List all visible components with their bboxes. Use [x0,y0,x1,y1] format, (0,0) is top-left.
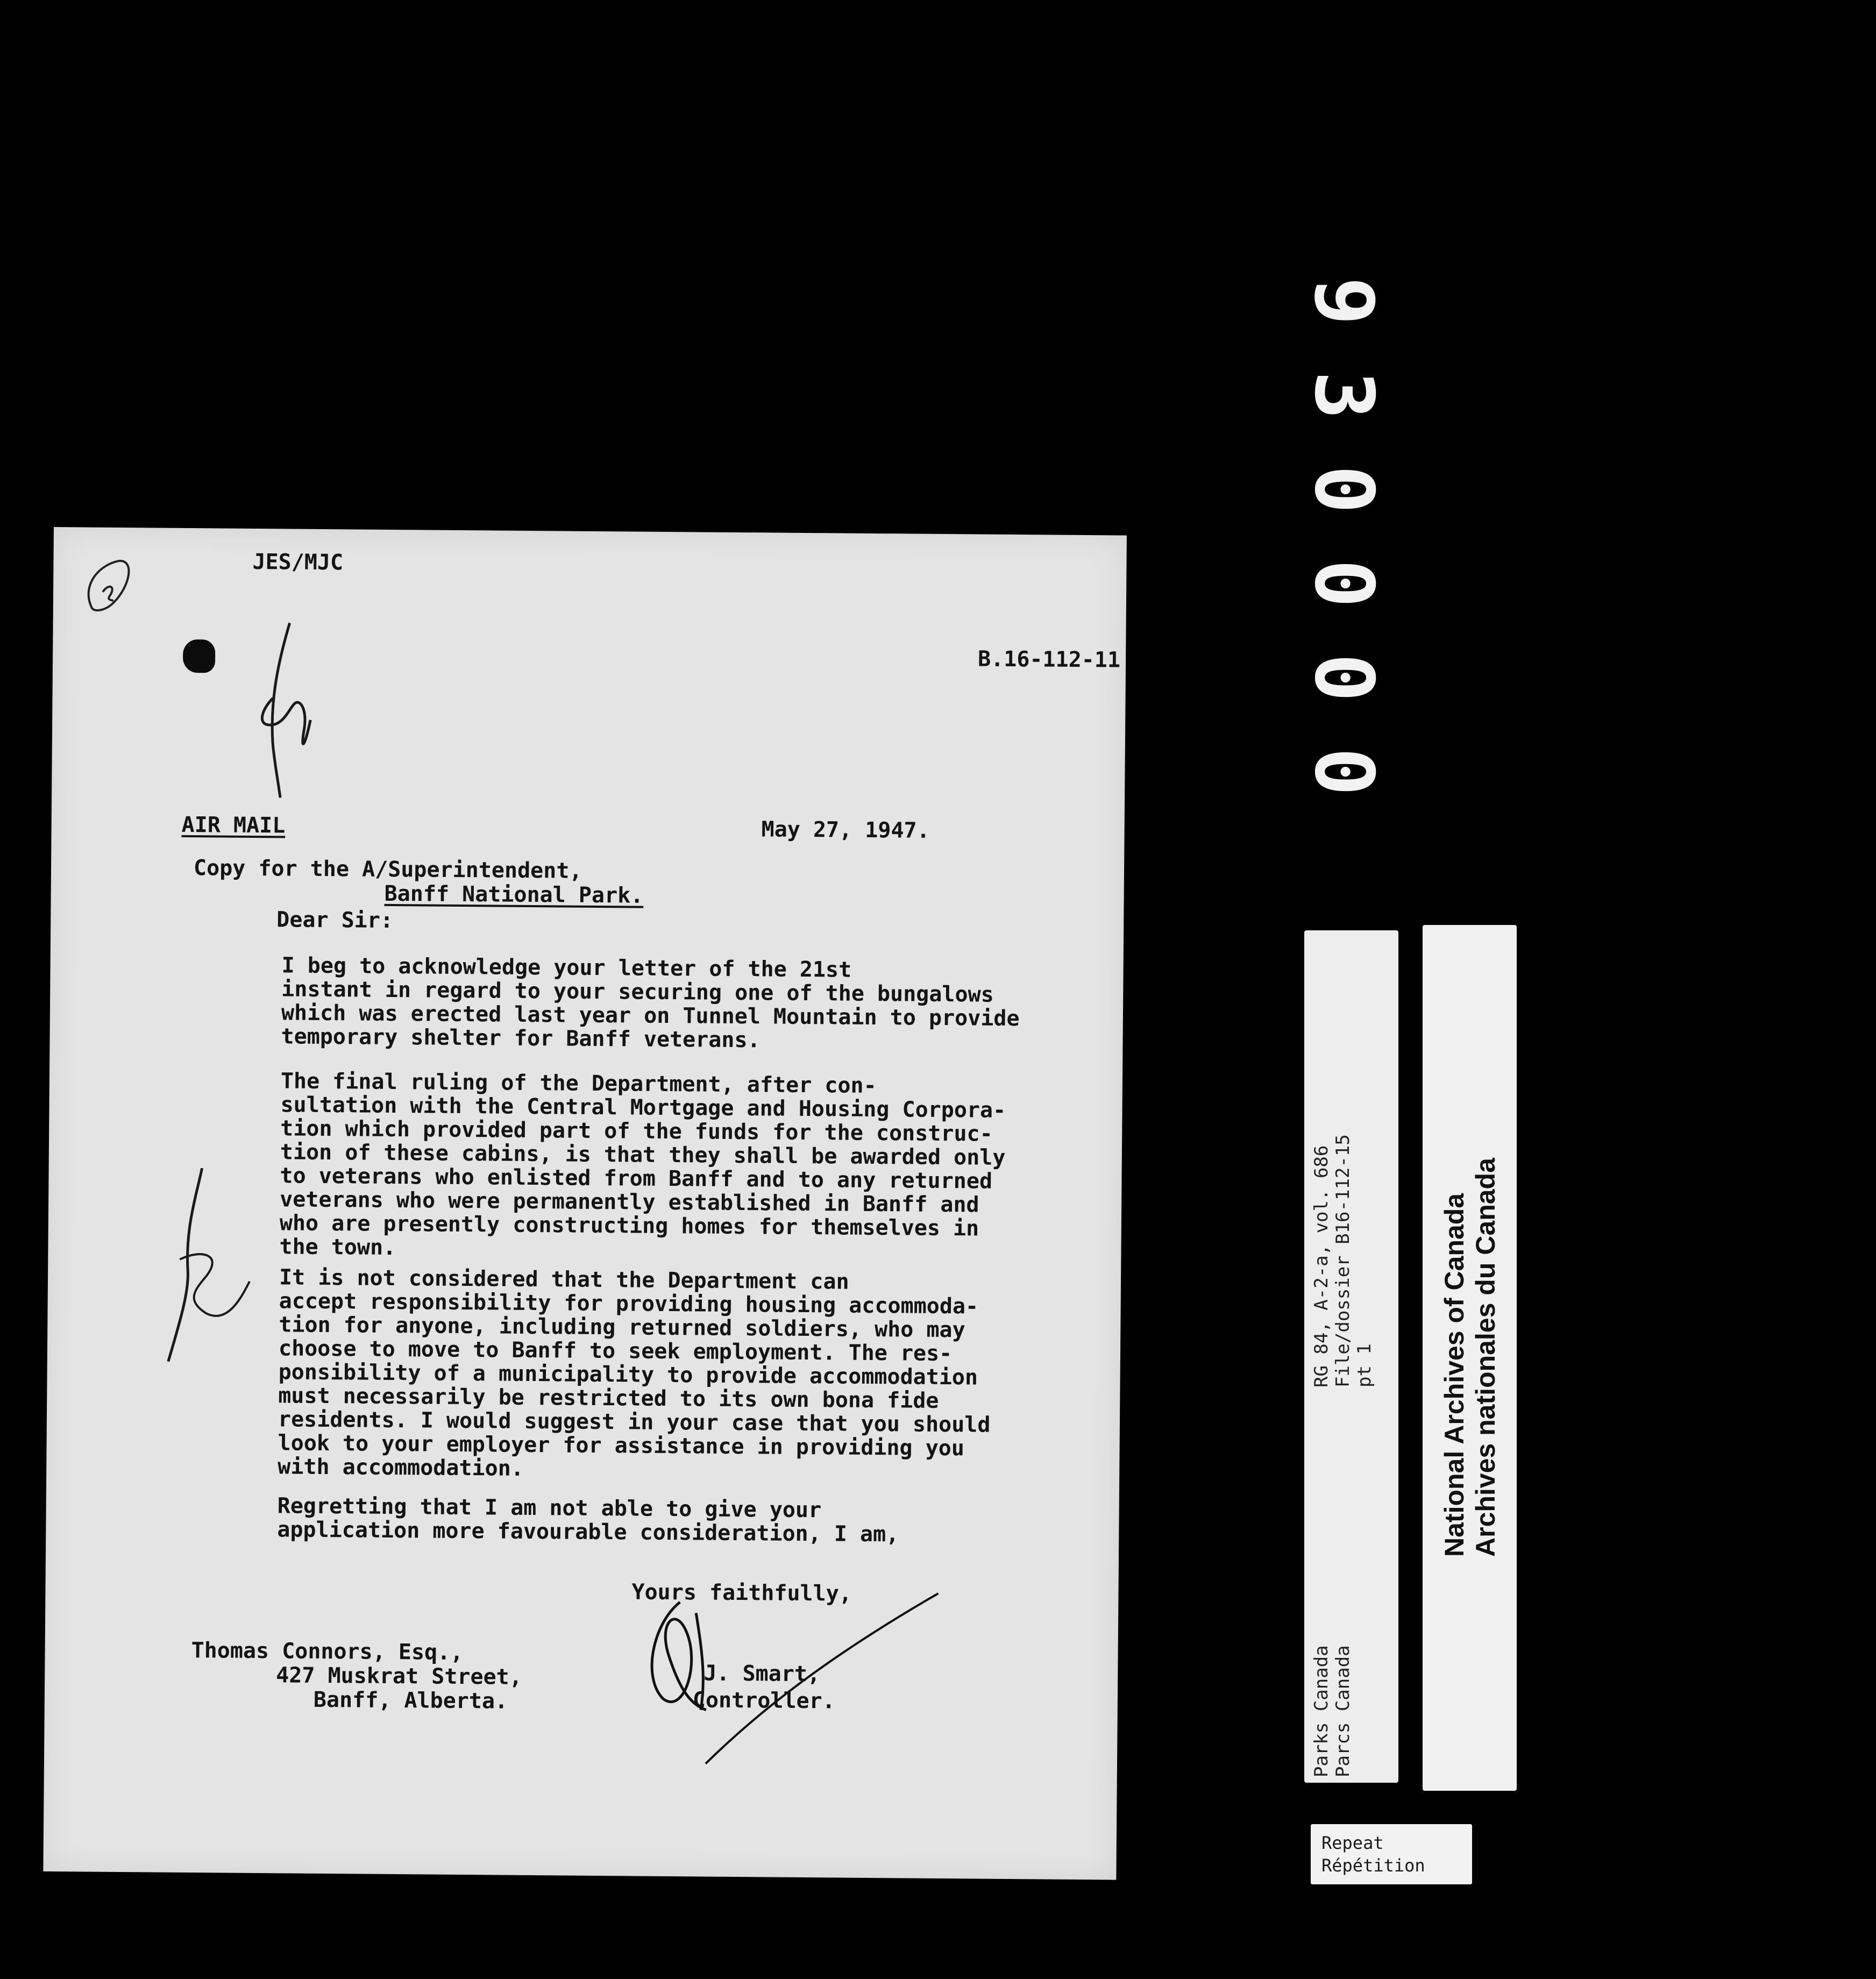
frame-digit-5: 0 [1297,653,1390,702]
paragraph-1: I beg to acknowledge your letter of the 21st instant in regard to your securing one of the bungalows which was erected last year on Tunnel Mountain to provide temporary shelter for Banff veterans. [281,953,1020,1053]
copy-recipient: Copy for the A/Superintendent, [193,856,582,884]
ink-blot [183,639,215,673]
archive-reference-label [1304,930,1398,1783]
frame-counter [1297,43,1428,796]
file-reference: B.16-112-11 [977,646,1121,673]
handwritten-initial-top [240,617,338,801]
addressee-street: 427 Muskrat Street, [276,1663,522,1690]
addressee-city: Banff, Alberta. [313,1687,508,1714]
copy-recipient-park: Banff National Park. [384,881,644,908]
reference-line-3: pt 1 [1354,1343,1375,1387]
folio-stamp-icon [76,554,141,619]
frame-digit-2: 3 [1297,371,1390,420]
paragraph-3: It is not considered that the Department can accept responsibility for providing housing accommoda- tion for anyone, including returned soldiers, who may choose to move to Banff to seek employment. The res- ponsibility of a municipality to provide accommodation must necessarily be restricted to its own bona fide residents. I would suggest in your case that you should look to your employer for assistance in providing you with accommodation. [278,1265,991,1481]
salutation: Dear Sir: [276,907,394,933]
signer-name: J. Smart, [704,1661,821,1687]
handwritten-initial-margin [147,1162,256,1368]
repeat-label-fr: Répétition [1321,1855,1425,1876]
repeat-label-en: Repeat [1321,1833,1384,1853]
signer-title: Controller. [692,1688,835,1714]
frame-digit-1: 9 [1297,276,1390,326]
paragraph-4: Regretting that I am not able to give your application more favourable consideration, I am, [277,1493,899,1547]
frame-digit-6: 0 [1297,747,1390,796]
addressee-name: Thomas Connors, Esq., [191,1638,464,1665]
institution-line-2: Archives nationales du Canada [1470,1158,1501,1557]
reference-line-1: RG 84, A-2-a, vol. 686 [1311,1145,1332,1387]
repeat-label [1311,1824,1472,1884]
typist-initials: JES/MJC [252,549,344,575]
delivery-method: AIR MAIL [181,812,286,838]
frame-digit-4: 0 [1297,559,1390,608]
signature [620,1580,955,1776]
agency-line-1: Parks Canada [1311,1645,1332,1777]
paragraph-2: The final ruling of the Department, after con- sultation with the Central Mortgage and Housing Corpora- tion which provided part of the funds for the construc- tion of these cabins, is that they shall be awarded only to veterans who enlisted from Banff and to any returned veterans who were permanently established in Banff and who are presently constructing homes for themselves in the town. [279,1069,1006,1261]
institution-line-1: National Archives of Canada [1439,1193,1469,1557]
frame-digit-3: 0 [1297,465,1390,514]
letter-page [43,527,1127,1880]
letter-date: May 27, 1947. [761,817,930,843]
closing: Yours faithfully, [631,1579,852,1606]
institution-label [1423,925,1517,1791]
agency-line-2: Parcs Canada [1332,1645,1354,1777]
reference-line-2: File/dossier B16-112-15 [1332,1134,1354,1387]
